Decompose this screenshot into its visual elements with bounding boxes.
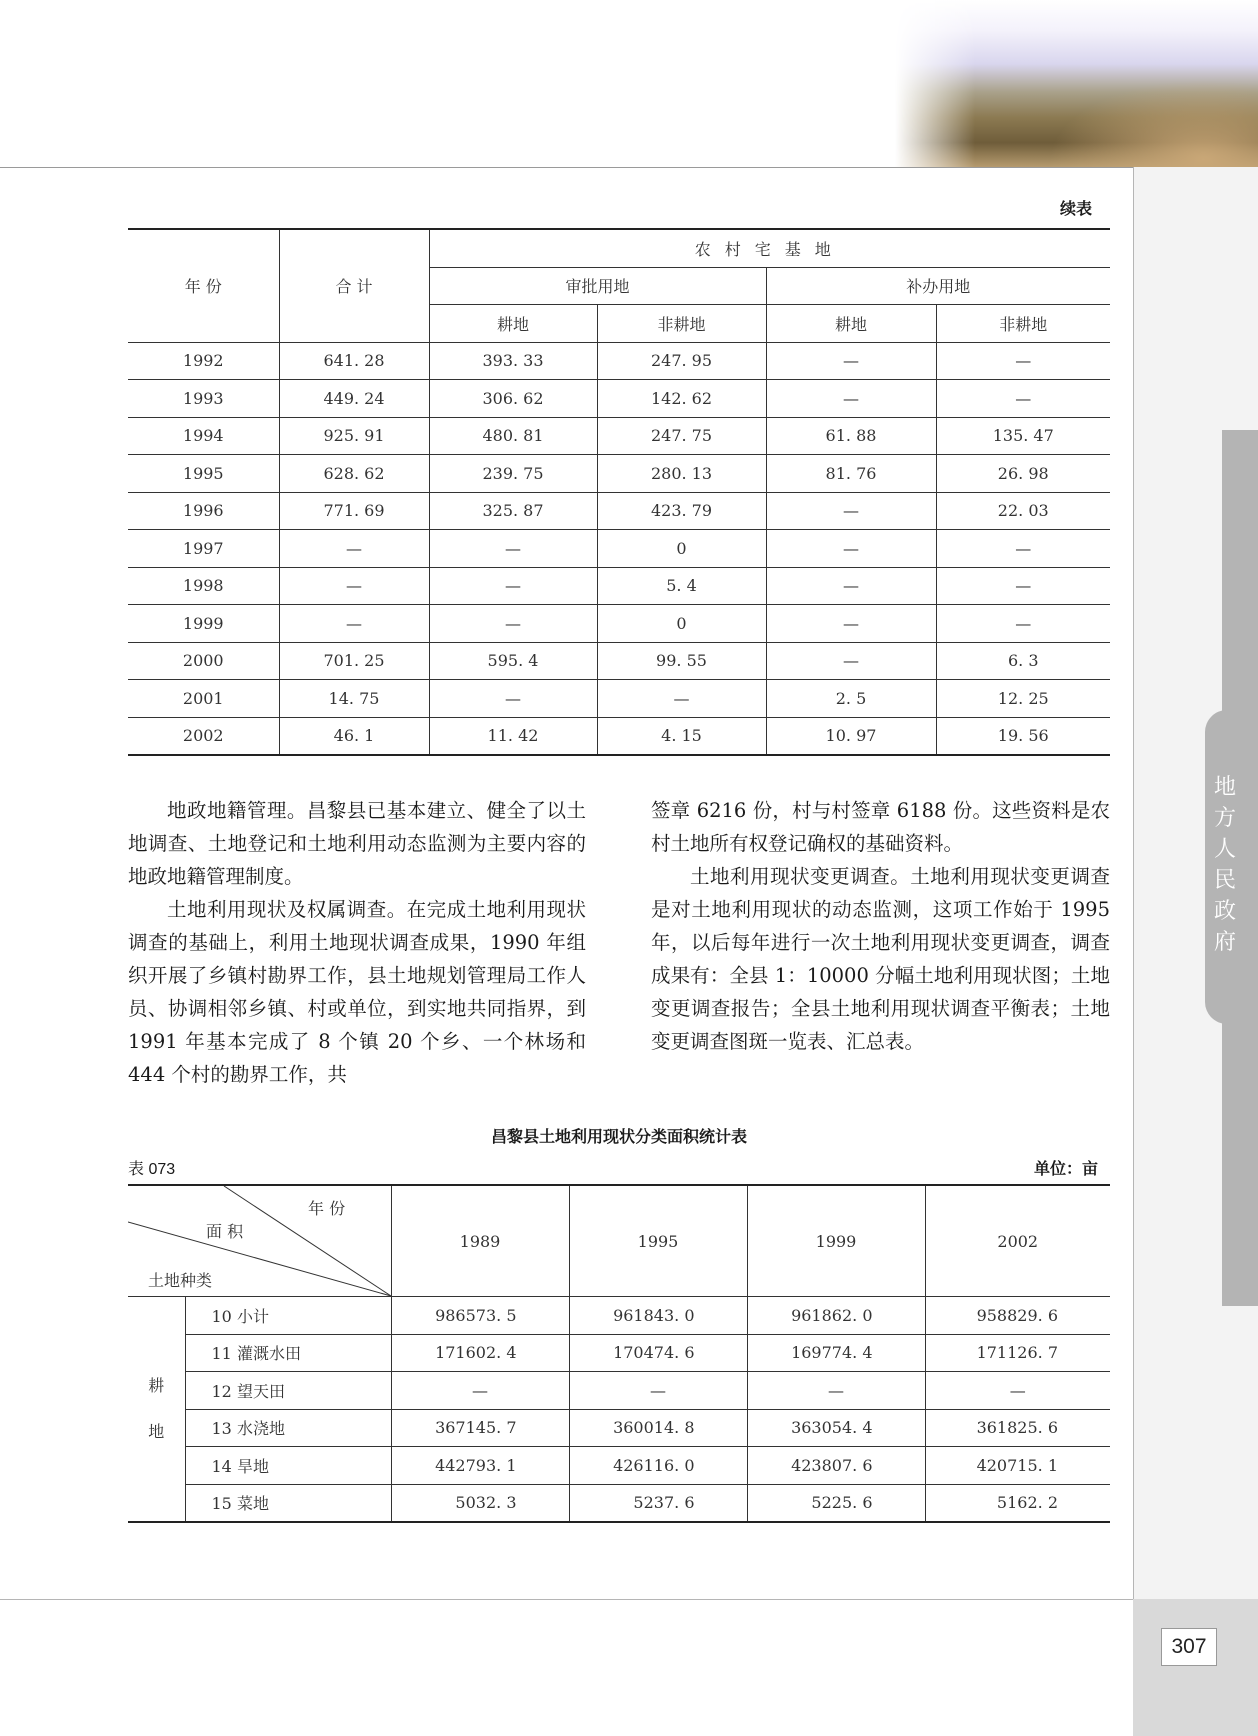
land-use-area-table (128, 1184, 1110, 1523)
cell: 0 (597, 605, 766, 643)
cell: — (391, 1372, 569, 1410)
group-label-char: 地 (148, 1422, 165, 1441)
header-supplement-non-arable: 非耕地 (936, 305, 1110, 343)
cell: 11. 42 (429, 717, 597, 755)
header-approved-non-arable: 非耕地 (597, 305, 766, 343)
cell: 22. 03 (936, 492, 1110, 530)
cell: 247. 95 (597, 342, 766, 380)
table-number: 表 073 (128, 1161, 176, 1178)
cell: 426116. 0 (569, 1447, 747, 1485)
cell: — (766, 342, 936, 380)
cell: — (766, 380, 936, 418)
cell: 986573. 5 (391, 1297, 569, 1335)
cell: 26. 98 (936, 455, 1110, 493)
group-label-arable (128, 1297, 185, 1523)
cell: 0 (597, 530, 766, 568)
header-year-1999: 1999 (747, 1185, 925, 1297)
cell: 239. 75 (429, 455, 597, 493)
cell: — (429, 680, 597, 718)
paragraph: 签章 6216 份，村与村签章 6188 份。这些资料是农村土地所有权登记确权的基础资料。 (651, 799, 1110, 855)
cell: — (429, 567, 597, 605)
row-label: 13 水浇地 (185, 1409, 391, 1447)
body-text-left-column (128, 794, 586, 1091)
row-label: 15 菜地 (185, 1484, 391, 1522)
cell: 423. 79 (597, 492, 766, 530)
cell: 961862. 0 (747, 1297, 925, 1335)
header-corner-cell (128, 1185, 391, 1297)
table-row (128, 1372, 1110, 1410)
homestead-land-table (128, 228, 1110, 756)
paragraph: 土地利用现状变更调查。土地利用现状变更调查是对土地利用现状的动态监测，这项工作始于 1995 年，以后每年进行一次土地利用现状变更调查，调查成果有：全县 1：10000 分幅土地利用现状图；土地变更调查报告；全县土地利用现状调查平衡表；土地变更调查图斑一览表、汇总表。 (651, 865, 1110, 1053)
cell: 171126. 7 (925, 1334, 1110, 1372)
cell: 925. 91 (279, 417, 429, 455)
table-row (128, 380, 1110, 418)
cell: 306. 62 (429, 380, 597, 418)
table-row (128, 530, 1110, 568)
cell: — (936, 380, 1110, 418)
footer-divider (0, 1599, 1133, 1600)
cell: — (279, 605, 429, 643)
header-total: 合 计 (279, 229, 429, 342)
group-label-char: 耕 (148, 1376, 165, 1395)
header-landscape-photo (895, 0, 1258, 168)
cell: 1997 (128, 530, 279, 568)
cell: 171602. 4 (391, 1334, 569, 1372)
header-supplement: 补办用地 (766, 267, 1110, 305)
cell: — (936, 530, 1110, 568)
cell: 2002 (128, 717, 279, 755)
header-approved: 审批用地 (429, 267, 766, 305)
row-label: 14 旱地 (185, 1447, 391, 1485)
chapter-side-tab-label: 地方人民政府 (1213, 775, 1238, 955)
header-year: 年 份 (128, 229, 279, 342)
table-unit: 单位：亩 (1034, 1159, 1099, 1178)
paragraph: 土地利用现状及权属调查。在完成土地利用现状调查的基础上，利用土地现状调查成果，1990 年组织开展了乡镇村勘界工作，县土地规划管理局工作人员、协调相邻乡镇、村或单位，到实地共同指界，到 1991 年基本完成了 8 个镇 20 个乡、一个林场和 444 个村的勘界工作，共 (128, 898, 586, 1086)
cell: 325. 87 (429, 492, 597, 530)
cell: — (936, 605, 1110, 643)
cell: 2001 (128, 680, 279, 718)
cell: 1992 (128, 342, 279, 380)
cell: 81. 76 (766, 455, 936, 493)
cell: 449. 24 (279, 380, 429, 418)
cell: 169774. 4 (747, 1334, 925, 1372)
row-label: 12 望天田 (185, 1372, 391, 1410)
cell: 2000 (128, 642, 279, 680)
cell: 420715. 1 (925, 1447, 1110, 1485)
cell: 12. 25 (936, 680, 1110, 718)
header-year-1995: 1995 (569, 1185, 747, 1297)
cell: 5032. 3 (391, 1484, 569, 1522)
cell: 641. 28 (279, 342, 429, 380)
table-continued-label: 续表 (1060, 199, 1093, 218)
cell: 46. 1 (279, 717, 429, 755)
cell: — (279, 567, 429, 605)
cell: 5. 4 (597, 567, 766, 605)
header-approved-arable: 耕地 (429, 305, 597, 343)
cell: 4. 15 (597, 717, 766, 755)
header-divider (0, 167, 1133, 168)
cell: 701. 25 (279, 642, 429, 680)
table-title: 昌黎县土地利用现状分类面积统计表 (490, 1127, 747, 1146)
cell: 958829. 6 (925, 1297, 1110, 1335)
cell: 961843. 0 (569, 1297, 747, 1335)
cell: — (279, 530, 429, 568)
cell: 19. 56 (936, 717, 1110, 755)
table-row (128, 642, 1110, 680)
table-row (128, 342, 1110, 380)
header-year-1989: 1989 (391, 1185, 569, 1297)
cell: 1993 (128, 380, 279, 418)
header-year-2002: 2002 (925, 1185, 1110, 1297)
cell: — (766, 567, 936, 605)
cell: 1999 (128, 605, 279, 643)
row-label: 10 小计 (185, 1297, 391, 1335)
cell: — (747, 1372, 925, 1410)
cell: 6. 3 (936, 642, 1110, 680)
cell: 367145. 7 (391, 1409, 569, 1447)
cell: 142. 62 (597, 380, 766, 418)
cell: 1998 (128, 567, 279, 605)
cell: 99. 55 (597, 642, 766, 680)
cell: — (766, 642, 936, 680)
cell: 595. 4 (429, 642, 597, 680)
cell: 10. 97 (766, 717, 936, 755)
cell: 480. 81 (429, 417, 597, 455)
paragraph: 地政地籍管理。昌黎县已基本建立、健全了以土地调查、土地登记和土地利用动态监测为主要内容的地政地籍管理制度。 (128, 799, 586, 888)
corner-area-label: 面 积 (206, 1222, 244, 1241)
cell: 14. 75 (279, 680, 429, 718)
cell: 5225. 6 (747, 1484, 925, 1522)
table-row (128, 605, 1110, 643)
cell: — (597, 680, 766, 718)
cell: — (766, 530, 936, 568)
cell: 1995 (128, 455, 279, 493)
cell: 360014. 8 (569, 1409, 747, 1447)
page-number: 307 (1161, 1628, 1217, 1666)
table-row (128, 455, 1110, 493)
cell: 1996 (128, 492, 279, 530)
table-row (128, 492, 1110, 530)
cell: — (936, 567, 1110, 605)
table-row (128, 567, 1110, 605)
footer-gray-block (1133, 1599, 1258, 1736)
header-supplement-arable: 耕地 (766, 305, 936, 343)
cell: 5237. 6 (569, 1484, 747, 1522)
cell: 1994 (128, 417, 279, 455)
cell: 771. 69 (279, 492, 429, 530)
cell: — (766, 492, 936, 530)
cell: 423807. 6 (747, 1447, 925, 1485)
table-row (128, 1484, 1110, 1522)
cell: 442793. 1 (391, 1447, 569, 1485)
cell: 393. 33 (429, 342, 597, 380)
header-homestead: 农村宅基地 (429, 229, 1110, 267)
cell: 5162. 2 (925, 1484, 1110, 1522)
table-row (128, 1334, 1110, 1372)
cell: 363054. 4 (747, 1409, 925, 1447)
cell: 61. 88 (766, 417, 936, 455)
cell: — (766, 605, 936, 643)
cell: 2. 5 (766, 680, 936, 718)
cell: — (429, 605, 597, 643)
corner-year-label: 年 份 (308, 1199, 346, 1218)
cell: — (936, 342, 1110, 380)
cell: 361825. 6 (925, 1409, 1110, 1447)
table-row (128, 417, 1110, 455)
table-row (128, 1297, 1110, 1335)
body-text-right-column (651, 794, 1110, 1058)
cell: 170474. 6 (569, 1334, 747, 1372)
cell: — (429, 530, 597, 568)
table-row (128, 717, 1110, 755)
cell: — (569, 1372, 747, 1410)
cell: 628. 62 (279, 455, 429, 493)
table-row (128, 1409, 1110, 1447)
cell: 280. 13 (597, 455, 766, 493)
corner-land-type-label: 土地种类 (148, 1271, 213, 1290)
table-row (128, 1447, 1110, 1485)
cell: — (925, 1372, 1110, 1410)
row-label: 11 灌溉水田 (185, 1334, 391, 1372)
table-row (128, 680, 1110, 718)
cell: 247. 75 (597, 417, 766, 455)
cell: 135. 47 (936, 417, 1110, 455)
